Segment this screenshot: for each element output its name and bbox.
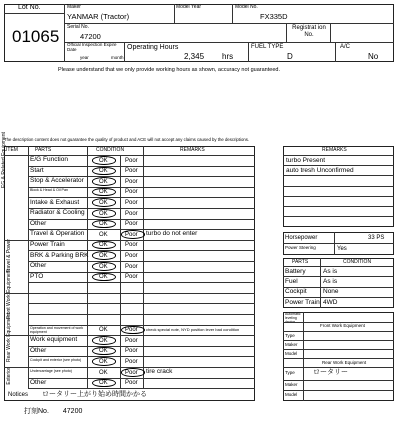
condition-ok-option: OK [99, 199, 108, 206]
condition-ok-option: OK [99, 348, 108, 355]
row-part-label: Intake & Exhaust [30, 198, 80, 206]
notices-text: ロータリー上がり始め時間かかる [42, 391, 147, 398]
notices-label: Notices [8, 392, 29, 398]
selected-condition-circle [92, 336, 116, 345]
horsepower-value: 33 PS [368, 235, 385, 241]
condition-ok-option: OK [99, 369, 108, 376]
year-label: year [80, 55, 89, 60]
selected-condition-circle [92, 251, 116, 260]
condition-poor-option: Poor [125, 199, 138, 206]
selected-condition-circle [92, 273, 116, 282]
power-steering-label: Power Steering [285, 245, 316, 250]
selected-condition-circle [92, 209, 116, 218]
front-model-label: Model [285, 351, 298, 356]
hours-unit: hrs [222, 52, 234, 61]
condition-poor-option: Poor [125, 380, 138, 387]
rear-model-label: Model [285, 392, 298, 397]
selected-condition-circle [92, 379, 116, 388]
model-year-label: Model Year [176, 4, 202, 10]
condition-ok-option: OK [99, 358, 108, 365]
disclaimer: The description content does not guarantee the quality of product and ACE will not accept any claims caused by the descriptions. [4, 137, 250, 142]
condition-ok-option: OK [99, 231, 108, 238]
group-exterior-label: Exterior [6, 367, 12, 385]
condition-ok-option: OK [99, 189, 108, 196]
model-no-label: Model No. [235, 4, 258, 10]
rear-type-value: ロータリー [313, 369, 348, 376]
row-part-label: Other [30, 378, 47, 386]
parts-header: PARTS [35, 147, 52, 153]
condition-poor-option: Poor [125, 337, 138, 344]
row-part-label: Cockpit and exterior (see photo) [30, 357, 82, 362]
group-eg-label: EG & Related Equipment [1, 132, 7, 188]
condition-ok-option: OK [99, 168, 108, 175]
condition-ok-option: OK [99, 252, 108, 259]
right-part-label: Cockpit [285, 288, 307, 296]
row-part-label: Other [30, 262, 47, 270]
condition-ok-option: OK [99, 380, 108, 387]
row-part-label: Block & Head & Oil Pan [30, 188, 68, 193]
condition-ok-option: OK [99, 274, 108, 281]
selected-condition-circle [121, 230, 145, 239]
lot-number: 01065 [12, 27, 60, 46]
condition-poor-option: Poor [125, 189, 138, 196]
inspection-label: Official Inspection Expire Date [67, 42, 117, 52]
right-part-label: Power Train [285, 298, 320, 306]
row-part-label: Start [30, 166, 44, 174]
auto-leveling-label: Automatic leveling device [285, 312, 301, 324]
condition-ok-option: OK [99, 210, 108, 217]
row-part-label: Stop & Accelerator [30, 177, 84, 185]
group-front-label: Front Work Equipment [6, 269, 12, 319]
condition-ok-option: OK [99, 242, 108, 249]
remarks-header: REMARKS [180, 147, 205, 153]
lot-label: Lot No. [18, 4, 41, 11]
hours-note: Please understand that we only provide working hours as shown, accuracy not guaranteed. [58, 67, 280, 73]
row-part-label: Other [30, 347, 47, 354]
condition-poor-option: Poor [125, 274, 138, 281]
right-remark-line: auto tresh Unconfirmed [286, 166, 354, 174]
row-part-label: Undercarriage (see photo) [30, 368, 72, 373]
row-remark: turbo do not enter [146, 230, 198, 238]
group-rear-label: Rear Work Equipment [6, 312, 12, 362]
selected-condition-circle [92, 357, 116, 366]
row-part-label: E/G Function [30, 156, 68, 164]
condition-poor-option: Poor [125, 263, 138, 270]
group-travel-label: Travel & Power [6, 239, 12, 273]
item-header: ITEM [6, 147, 18, 153]
right-part-condition: As is [323, 267, 338, 275]
model-no-value: FX335D [260, 12, 288, 21]
ac-label: A/C [340, 44, 351, 50]
row-part-label: Work equipment [30, 336, 78, 344]
condition-poor-option: Poor [125, 210, 138, 217]
condition-ok-option: OK [99, 327, 108, 334]
selected-condition-circle [92, 198, 116, 207]
hours-value: 2,345 [184, 52, 205, 61]
fuel-value: D [287, 52, 293, 61]
condition-poor-option: Poor [125, 221, 138, 228]
maker-label: Maker [67, 4, 81, 10]
right-part-label: Battery [285, 267, 306, 275]
row-remark: tire crack [146, 368, 173, 376]
power-steering-value: Yes [337, 246, 347, 252]
condition-poor-option: Poor [125, 358, 138, 365]
condition-poor-option: Poor [125, 242, 138, 249]
row-remark: check special note, NYD position lever bad condition [146, 327, 240, 333]
right-remarks-header: REMARKS [322, 147, 347, 153]
row-part-label: Operation and movement of work equipment [30, 326, 84, 335]
row-part-label: PTO [30, 272, 44, 280]
condition-poor-option: Poor [125, 252, 138, 259]
selected-condition-circle [92, 167, 116, 176]
condition-poor-option: Poor [125, 369, 138, 376]
selected-condition-circle [92, 156, 116, 165]
condition-poor-option: Poor [125, 157, 138, 164]
rear-type-label: Type [285, 370, 295, 375]
row-part-label: Travel & Operation [30, 230, 85, 238]
selected-condition-circle [121, 368, 145, 377]
selected-condition-circle [92, 262, 116, 271]
selected-condition-circle [121, 326, 145, 335]
right-part-condition: As is [323, 277, 338, 285]
condition-ok-option: OK [99, 337, 108, 344]
hours-label: Operating Hours [127, 44, 179, 51]
condition-ok-option: OK [99, 221, 108, 228]
selected-condition-circle [92, 220, 116, 229]
right-parts-header: PARTS [292, 259, 309, 265]
right-condition-header: CONDITION [343, 259, 372, 265]
condition-ok-option: OK [99, 263, 108, 270]
serial-label: Serial No. [67, 24, 89, 30]
month-label: month [111, 55, 124, 60]
bottom-serial: 打刻No. 47200 [24, 408, 83, 415]
fuel-label: FUEL TYPE [251, 44, 284, 50]
condition-ok-option: OK [99, 157, 108, 164]
registration-label: Registrat ion No. [292, 25, 326, 38]
right-part-condition: None [323, 288, 339, 296]
condition-header: CONDITION [96, 147, 125, 153]
selected-condition-circle [92, 177, 116, 186]
serial-value: 47200 [80, 32, 101, 41]
rear-equipment-header: Rear Work Equipment [322, 360, 367, 365]
rear-maker-label: Maker [285, 382, 298, 387]
horsepower-label: Horsepower [285, 235, 318, 241]
row-part-label: Power Train [30, 241, 65, 248]
condition-poor-option: Poor [125, 178, 138, 185]
front-maker-label: Maker [285, 342, 298, 347]
row-part-label: BRK & Parking BRK [30, 251, 89, 259]
front-equipment-header: Front Work Equipment [320, 323, 365, 328]
right-remark-line: turbo Present [286, 156, 326, 164]
front-type-label: Type [285, 333, 295, 338]
condition-ok-option: OK [99, 178, 108, 185]
condition-poor-option: Poor [125, 348, 138, 355]
condition-poor-option: Poor [125, 231, 138, 238]
condition-poor-option: Poor [125, 168, 138, 175]
condition-poor-option: Poor [125, 327, 138, 334]
right-part-label: Fuel [285, 277, 298, 285]
ac-value: No [368, 52, 379, 61]
row-part-label: Radiator & Cooling [30, 209, 85, 217]
row-part-label: Other [30, 219, 47, 227]
right-part-condition: 4WD [323, 298, 338, 306]
maker-value: YANMAR (Tractor) [67, 12, 130, 21]
